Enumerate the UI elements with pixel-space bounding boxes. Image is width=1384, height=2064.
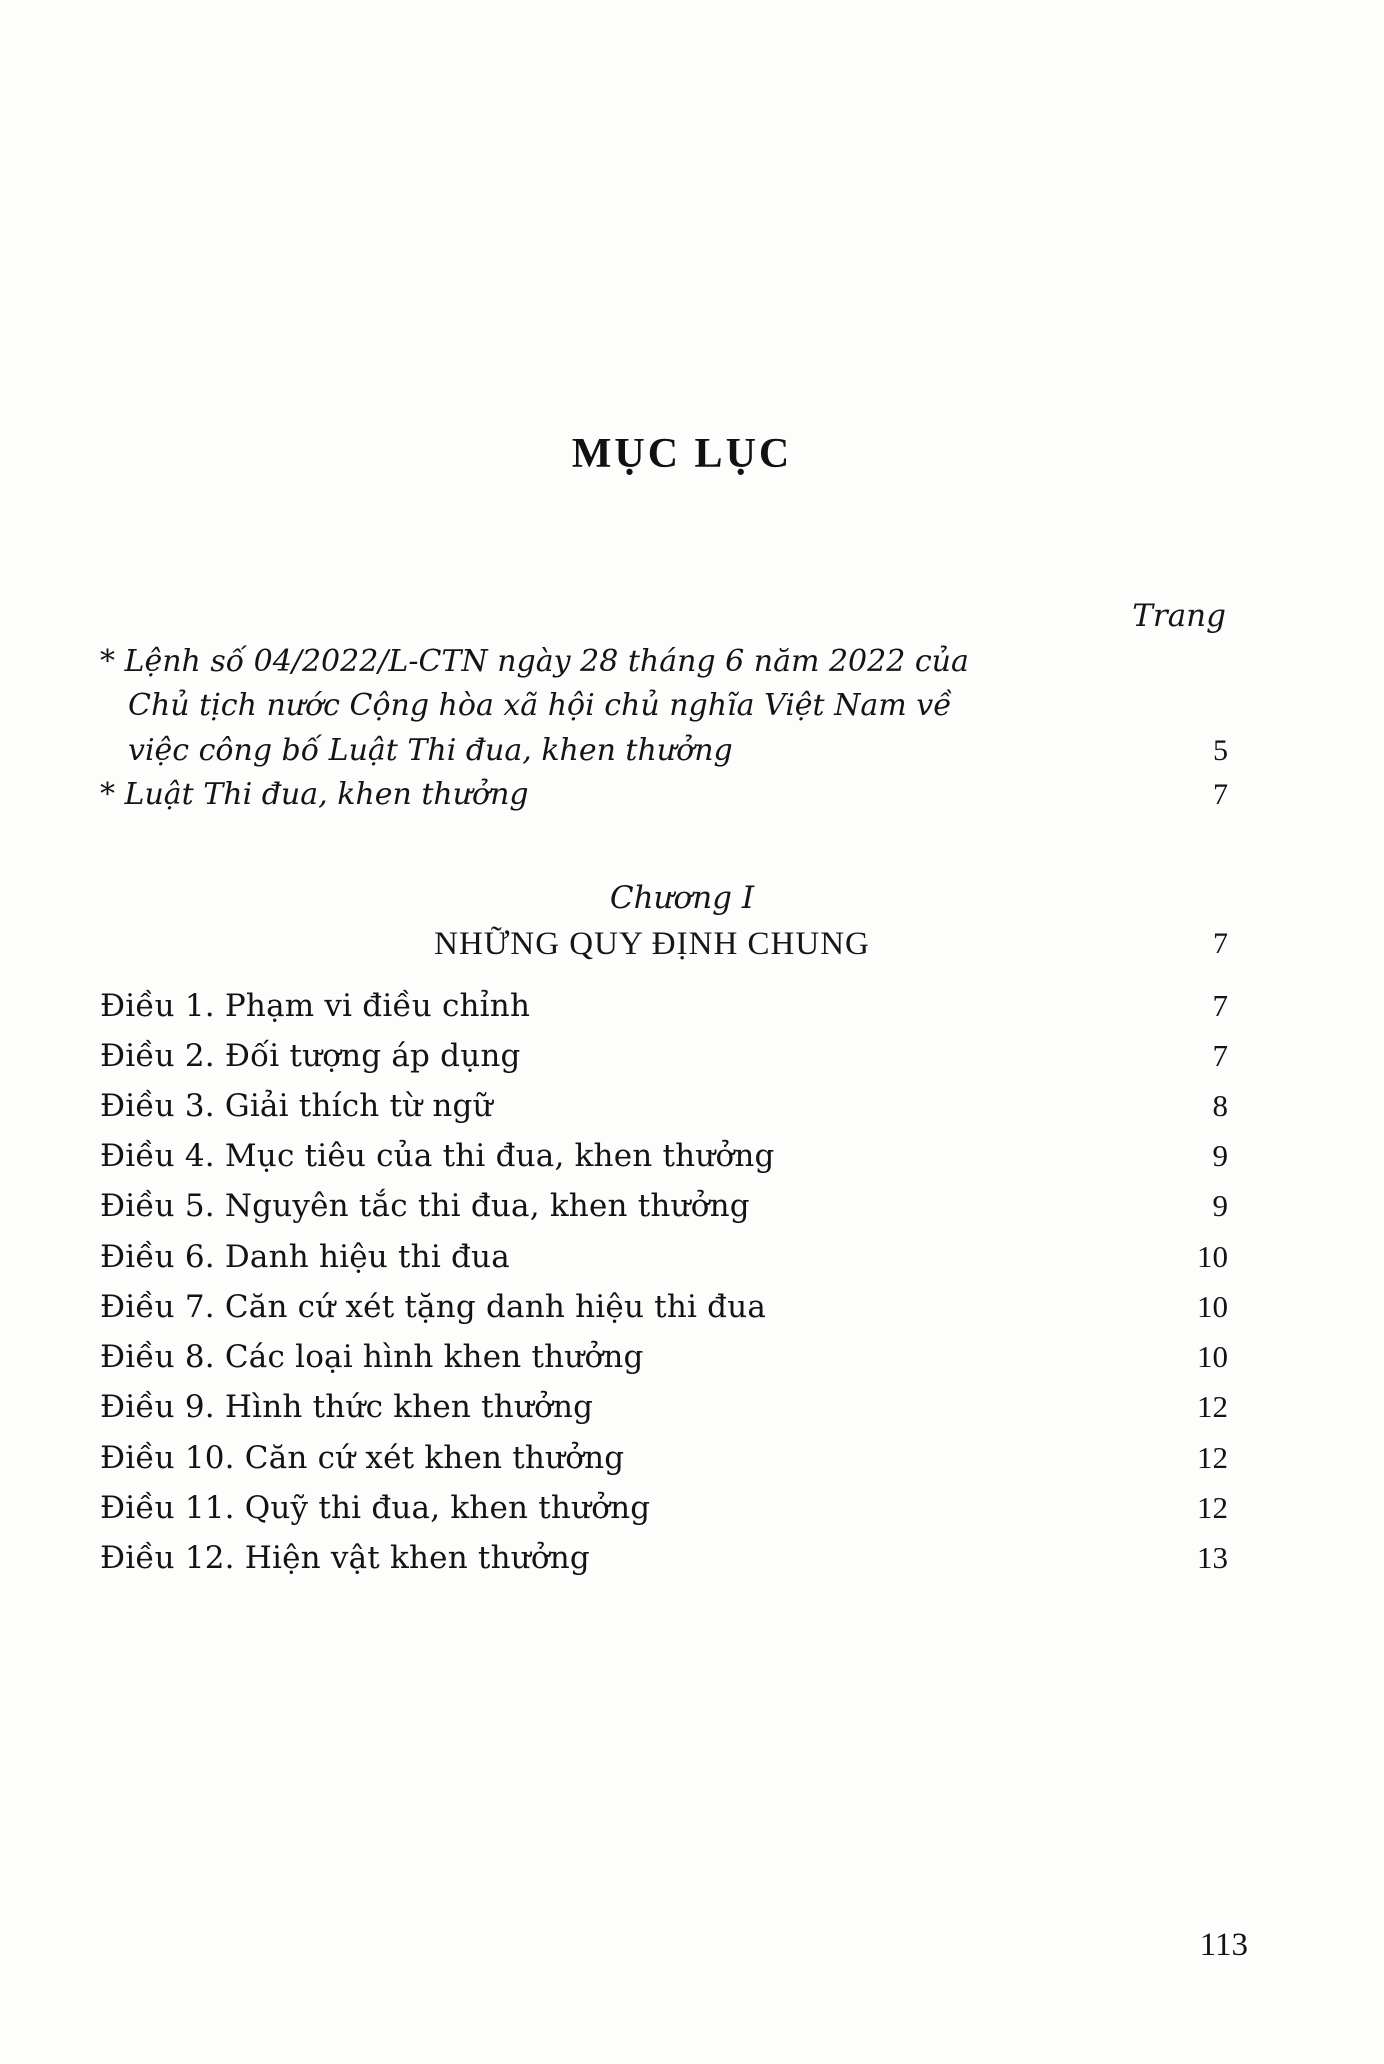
table-row — [100, 1131, 1264, 1181]
toc-entry-label: Điều 11. Quỹ thi đua, khen thưởng — [100, 1489, 651, 1526]
page-title: MỤC LỤC — [571, 431, 793, 477]
page-number: 8 — [1212, 1088, 1228, 1123]
page-number: 10 — [1197, 1238, 1228, 1274]
page-number: 12 — [1197, 1489, 1228, 1525]
page-number: 7 — [1212, 1037, 1228, 1073]
chapter-label: Chương I — [609, 879, 755, 916]
table-row — [100, 1282, 1264, 1332]
intro-entries — [100, 640, 1264, 818]
page-number: 12 — [1197, 1389, 1228, 1425]
table-row — [100, 1081, 1264, 1131]
table-row — [100, 1433, 1264, 1483]
page-number: 13 — [1197, 1539, 1228, 1575]
page-number: 10 — [1197, 1339, 1228, 1375]
table-row — [100, 1332, 1264, 1382]
page-number: 7 — [1213, 926, 1228, 960]
toc-entry-label: Điều 1. Phạm vi điều chỉnh — [100, 987, 531, 1024]
toc-entry-label: Điều 8. Các loại hình khen thưởng — [100, 1339, 644, 1376]
toc-entry-label: Điều 7. Căn cứ xét tặng danh hiệu thi đua — [100, 1288, 767, 1325]
chapter-heading — [100, 880, 1264, 963]
table-row — [100, 1533, 1264, 1583]
toc-entry-label: Điều 9. Hình thức khen thưởng — [100, 1389, 594, 1426]
list-item — [100, 640, 1264, 773]
intro-entry-line: * Lệnh số 04/2022/L-CTN ngày 28 tháng 6 năm 2022 của — [100, 644, 969, 679]
list-item — [100, 773, 1264, 817]
page-number: 9 — [1212, 1138, 1228, 1174]
page-number: 10 — [1197, 1288, 1228, 1324]
toc-entry-label: Điều 3. Giải thích từ ngữ — [100, 1088, 493, 1124]
chapter-title: NHỮNG QUY ĐỊNH CHUNG — [434, 925, 870, 962]
page-number: 9 — [1212, 1188, 1228, 1224]
table-row — [100, 1031, 1264, 1081]
table-row — [100, 981, 1264, 1031]
toc-entry-label: Điều 2. Đối tượng áp dụng — [100, 1037, 521, 1074]
table-row — [100, 1483, 1264, 1533]
toc-entry-label: Điều 4. Mục tiêu của thi đua, khen thưởng — [100, 1138, 775, 1175]
page-number: 12 — [1197, 1439, 1228, 1475]
toc-entry-label: Điều 10. Căn cứ xét khen thưởng — [100, 1439, 625, 1476]
toc-entry-label: Điều 5. Nguyên tắc thi đua, khen thưởng — [100, 1188, 750, 1225]
intro-entry-line: việc công bố Luật Thi đua, khen thưởng — [128, 732, 733, 768]
table-of-contents — [100, 981, 1264, 1584]
intro-entry-line: * Luật Thi đua, khen thưởng — [100, 777, 529, 813]
intro-entry-text — [100, 773, 1264, 817]
table-row — [100, 1232, 1264, 1282]
folio-page-number: 113 — [1199, 1927, 1248, 1963]
intro-entry-text — [100, 640, 1264, 773]
table-row — [100, 1382, 1264, 1432]
toc-entry-label: Điều 12. Hiện vật khen thưởng — [100, 1539, 590, 1576]
page-number: 5 — [1213, 733, 1228, 767]
page-column-header: Trang — [1132, 598, 1226, 634]
page-number: 7 — [1212, 987, 1228, 1023]
toc-entry-label: Điều 6. Danh hiệu thi đua — [100, 1238, 510, 1275]
table-row — [100, 1181, 1264, 1231]
page-number: 7 — [1213, 778, 1228, 812]
intro-entry-line: Chủ tịch nước Cộng hòa xã hội chủ nghĩa Việt Nam về — [128, 688, 952, 724]
